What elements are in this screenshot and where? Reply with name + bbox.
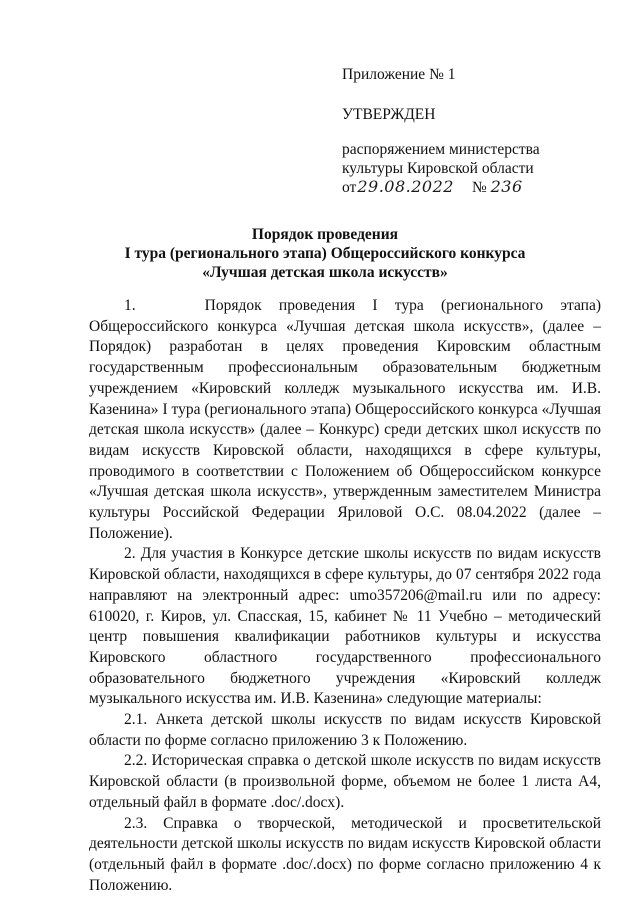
- paragraph-2-2: 2.2. Историческая справка о детской школе искусств по видам искусств Кировской области (в произвольной форме, объемом не более 1 листа А4, отдельный файл в формате .doc/.docx).: [89, 752, 601, 811]
- approved-label: УТВЕРЖДЕН: [342, 106, 436, 123]
- paragraph-1: 1. Порядок проведения I тура (регионального этапа) Общероссийского конкурса «Лучшая детская школа искусств», (далее – Порядок) разработан в целях проведения Кировским областным государственным профессиональным образовательным бюджетным учреждением «Кировский колледж музыкального искусства им. И.В. Казенина» I тура (регионального этапа) Общероссийского конкурса «Лучшая детская школа искусств» (далее – Конкурс) среди детских школ искусств по видам искусств Кировской области, находящихся в сфере культуры, проводимого в соответствии с Положением об Общероссийском конкурсе «Лучшая детская школа искусств», утвержденным заместителем Министра культуры Российской Федерации Яриловой О.С. 08.04.2022 (далее – Положение).: [89, 297, 601, 542]
- date-prefix: от: [342, 179, 357, 196]
- paragraph-2-3: 2.3. Справка о творческой, методической и просветительской деятельности детской школы искусств по видам искусств Кировской области (отдельный файл в формате .doc/.docx) по форме согласно приложению 4 к Положению.: [89, 814, 601, 894]
- number-prefix: №: [471, 179, 487, 196]
- order-date-line: [342, 178, 523, 197]
- handwritten-date: 29.08.2022: [357, 177, 454, 196]
- handwritten-number: 236: [490, 177, 523, 196]
- order-line-1: распоряжением министерства: [342, 141, 540, 158]
- title-line-1: Порядок проведения: [251, 226, 399, 243]
- paragraph-2-1: 2.1. Анкета детской школы искусств по видам искусств Кировской области по форме согласно приложению 3 к Положению.: [89, 711, 601, 749]
- order-line-2: культуры Кировской области: [342, 160, 534, 177]
- title-line-2: I тура (регионального этапа) Общероссийского конкурса: [124, 245, 526, 262]
- paragraph-2: 2. Для участия в Конкурсе детские школы искусств по видам искусств Кировской области, находящихся в сфере культуры, до 07 сентября 2022 года направляют на электронный адрес: umo357206@mail.ru или по адресу: 610020, г. Киров, ул. Спасская, 15, кабинет № 11 Учебно – методический центр повышения квалификации работников культуры и искусства Кировского областного государственного профессионального образовательного бюджетного учреждения «Кировский колледж музыкального искусства им. И.В. Казенина» следующие материалы:: [89, 545, 601, 708]
- document-body: [89, 296, 601, 896]
- appendix-label: Приложение № 1: [342, 66, 456, 83]
- title-line-3: «Лучшая детская школа искусств»: [202, 264, 448, 281]
- document-title: [60, 225, 590, 282]
